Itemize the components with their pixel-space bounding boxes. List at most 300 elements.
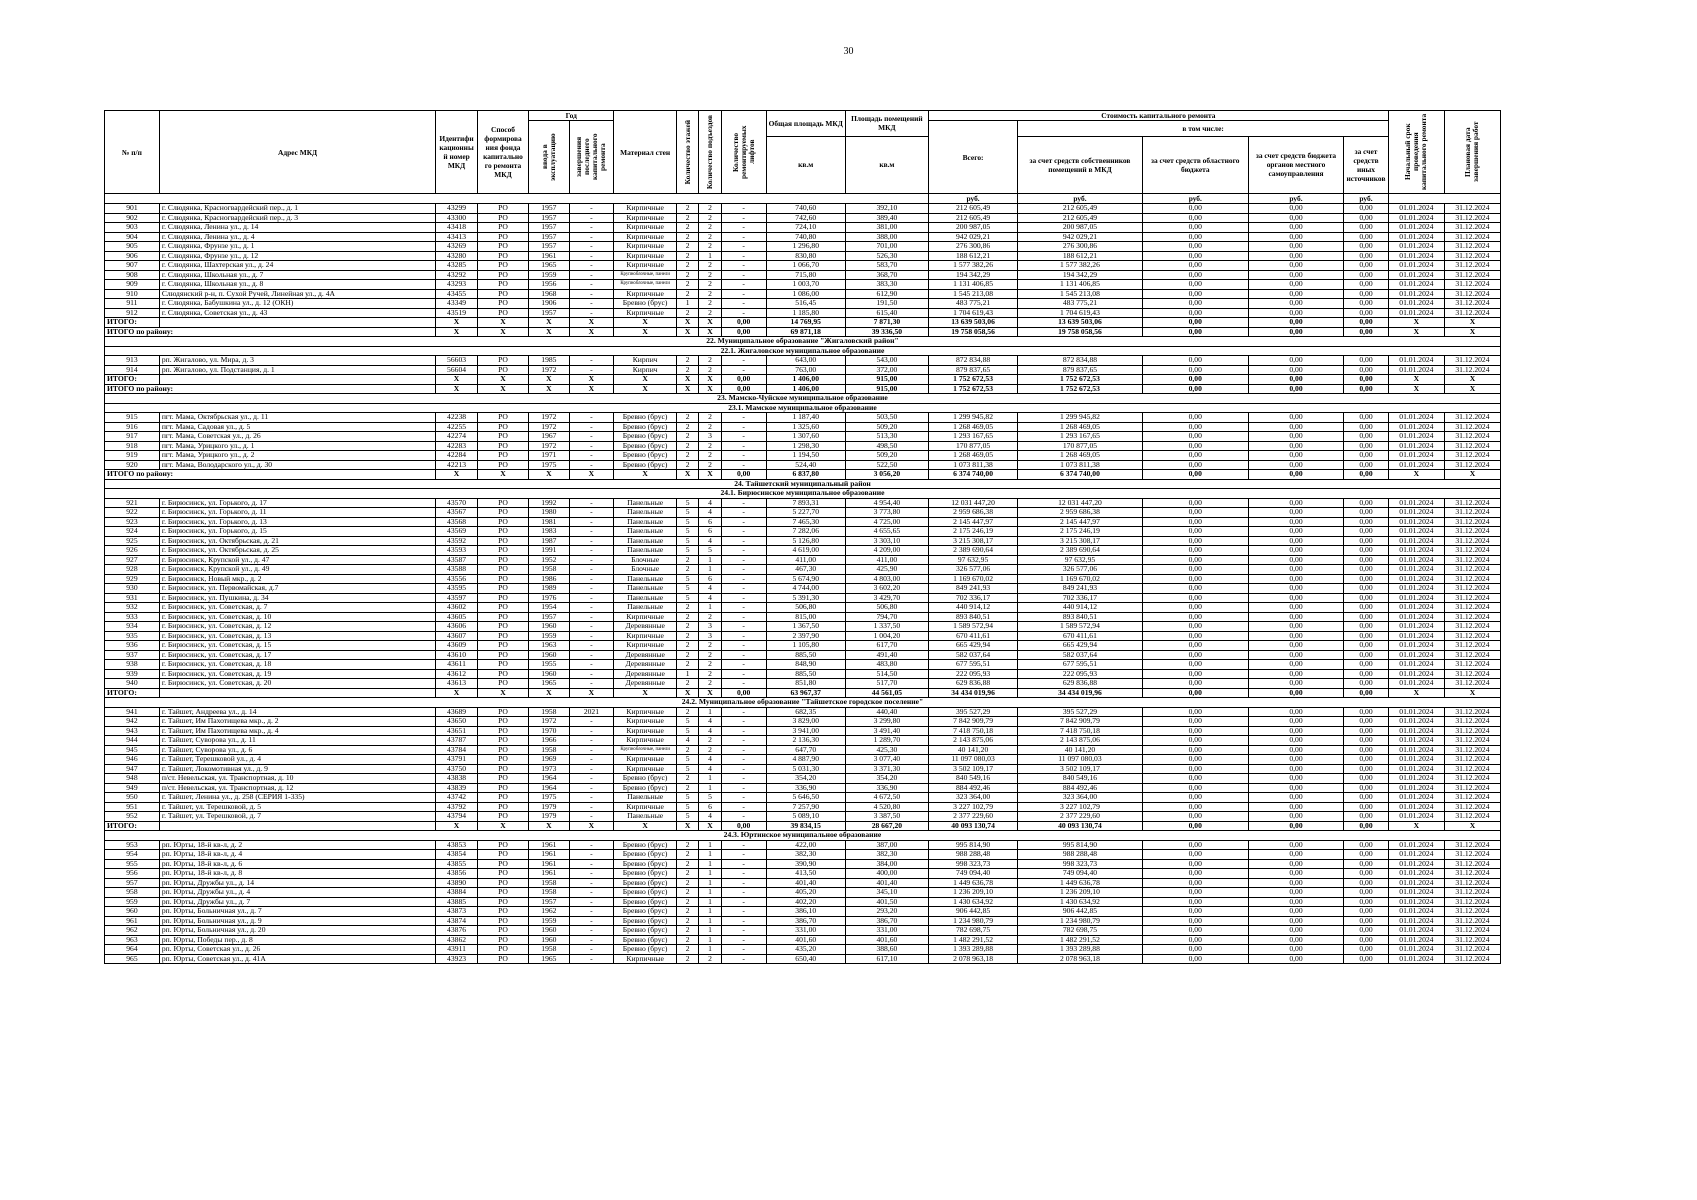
- cell-cost-regional: 0,00: [1142, 935, 1248, 945]
- cell-cost-total: 840 549,16: [928, 774, 1018, 784]
- col-header-cost-other: за счет средств иных источников: [1344, 136, 1389, 193]
- cell-cost-local: 0,00: [1248, 593, 1343, 603]
- cell-lifts: -: [721, 916, 766, 926]
- cell-year-commission: 1957: [529, 213, 569, 223]
- cell-ident: X: [436, 384, 477, 394]
- cell-cost-owners: 1 236 209,10: [1018, 888, 1142, 898]
- cell-num: 945: [105, 745, 160, 755]
- cell-cost-owners: 2 078 963,18: [1018, 954, 1142, 964]
- cell-num: 933: [105, 612, 160, 622]
- table-row: [105, 498, 1501, 508]
- cell-entrances: 2: [699, 745, 721, 755]
- cell-end-date: 31.12.2024: [1444, 204, 1500, 214]
- cell-entrances: 2: [699, 460, 721, 470]
- cell-end-date: 31.12.2024: [1444, 612, 1500, 622]
- cell-method: РО: [477, 251, 528, 261]
- cell-address: пгт. Мама, Володарского ул., д. 30: [159, 460, 436, 470]
- cell-entrances: 1: [699, 945, 721, 955]
- cell-lifts: -: [721, 793, 766, 803]
- table-row: [105, 517, 1501, 527]
- cell-cost-total: 749 094,40: [928, 869, 1018, 879]
- cell-address: рп. Жигалово, ул. Мира, д. 3: [159, 356, 436, 366]
- cell-material: X: [614, 318, 677, 328]
- cell-cost-other: 0,00: [1344, 631, 1389, 641]
- cell-start-date: X: [1388, 318, 1444, 328]
- cell-cost-local: 0,00: [1248, 916, 1343, 926]
- cell-start-date: 01.01.2024: [1388, 897, 1444, 907]
- section-heading-row: [105, 394, 1501, 404]
- cell-ident: 43792: [436, 802, 477, 812]
- cell-ident: 43597: [436, 593, 477, 603]
- cell-premises-area: 509,20: [845, 422, 928, 432]
- cell-entrances: 2: [699, 232, 721, 242]
- cell-num: 927: [105, 555, 160, 565]
- cell-floors: 2: [676, 432, 698, 442]
- cell-material: Панельные: [614, 812, 677, 822]
- cell-address: п/ст. Невельская, ул. Транспортная, д. 10: [159, 774, 436, 784]
- cell-premises-area: 401,60: [845, 935, 928, 945]
- cell-method: РО: [477, 755, 528, 765]
- cell-start-date: X: [1388, 821, 1444, 831]
- cell-total-area: 390,90: [766, 859, 845, 869]
- cell-cost-total: 906 442,85: [928, 907, 1018, 917]
- cell-lifts: -: [721, 603, 766, 613]
- cell-num: 921: [105, 498, 160, 508]
- cell-cost-local: 0,00: [1248, 432, 1343, 442]
- cell-floors: 2: [676, 650, 698, 660]
- cell-cost-owners: 323 364,00: [1018, 793, 1142, 803]
- cell-cost-total: 942 029,21: [928, 232, 1018, 242]
- cell-start-date: 01.01.2024: [1388, 413, 1444, 423]
- cell-material: Бревно (брус): [614, 413, 677, 423]
- cell-num: 915: [105, 413, 160, 423]
- cell-cost-local: 0,00: [1248, 527, 1343, 537]
- cell-total-area: 885,50: [766, 669, 845, 679]
- cell-cost-total: 19 758 058,56: [928, 327, 1018, 337]
- cell-lifts: -: [721, 755, 766, 765]
- cell-material: Кирпичные: [614, 707, 677, 717]
- table-row: [105, 593, 1501, 603]
- col-header-end-date: Плановая дата завершения работ: [1444, 111, 1500, 194]
- cell-material: Кирпич: [614, 356, 677, 366]
- cell-total-area: 1 105,80: [766, 641, 845, 651]
- cell-method: РО: [477, 869, 528, 879]
- cell-method: РО: [477, 413, 528, 423]
- cell-ident: 43602: [436, 603, 477, 613]
- cell-address: г. Бирюсинск, Новый мкр., д. 2: [159, 574, 436, 584]
- cell-num: 930: [105, 584, 160, 594]
- repair-plan-table-container: [104, 110, 1501, 964]
- cell-cost-owners: 1 577 382,26: [1018, 261, 1142, 271]
- cell-entrances: 2: [699, 242, 721, 252]
- cell-year-last-repair: -: [569, 679, 614, 689]
- cell-lifts: -: [721, 812, 766, 822]
- cell-total-area: 411,00: [766, 555, 845, 565]
- cell-cost-regional: 0,00: [1142, 261, 1248, 271]
- cell-cost-regional: 0,00: [1142, 375, 1248, 385]
- cell-ident: 56604: [436, 365, 477, 375]
- cell-method: РО: [477, 631, 528, 641]
- table-row: [105, 812, 1501, 822]
- cell-cost-owners: 995 814,90: [1018, 840, 1142, 850]
- cell-lifts: -: [721, 622, 766, 632]
- cell-start-date: 01.01.2024: [1388, 926, 1444, 936]
- cell-cost-other: 0,00: [1344, 736, 1389, 746]
- cell-address: рп. Юрты, 18-й кв-л, д. 6: [159, 859, 436, 869]
- cell-cost-owners: 1 169 670,02: [1018, 574, 1142, 584]
- cell-ident: 43588: [436, 565, 477, 575]
- cell-address: пгт. Мама, Урицкого ул., д. 2: [159, 451, 436, 461]
- cell-floors: 2: [676, 660, 698, 670]
- cell-ident: 43784: [436, 745, 477, 755]
- cell-total-area: 4 887,90: [766, 755, 845, 765]
- cell-cost-local: 0,00: [1248, 555, 1343, 565]
- section-heading: 24. Тайшетский муниципальный район: [105, 479, 1501, 489]
- cell-floors: 2: [676, 441, 698, 451]
- cell-address: г. Бирюсинск, ул. Советская, д. 10: [159, 612, 436, 622]
- cell-year-last-repair: -: [569, 546, 614, 556]
- cell-year-commission: 1956: [529, 280, 569, 290]
- cell-entrances: 6: [699, 574, 721, 584]
- cell-material: Панельные: [614, 603, 677, 613]
- cell-year-commission: 1961: [529, 869, 569, 879]
- cell-cost-total: 995 814,90: [928, 840, 1018, 850]
- cell-start-date: 01.01.2024: [1388, 916, 1444, 926]
- cell-address: г. Бирюсинск, ул. Первомайская, д.7: [159, 584, 436, 594]
- cell-entrances: 1: [699, 840, 721, 850]
- col-header-entrances: Количество подъездов: [699, 111, 721, 194]
- cell-num: 908: [105, 270, 160, 280]
- cell-method: РО: [477, 679, 528, 689]
- cell-cost-other: 0,00: [1344, 764, 1389, 774]
- cell-material: Кирпичные: [614, 612, 677, 622]
- cell-start-date: 01.01.2024: [1388, 774, 1444, 784]
- cell-floors: 2: [676, 365, 698, 375]
- cell-end-date: 31.12.2024: [1444, 441, 1500, 451]
- cell-ident: 43280: [436, 251, 477, 261]
- cell-cost-owners: 665 429,94: [1018, 641, 1142, 651]
- cell-floors: 5: [676, 812, 698, 822]
- col-header-cost-total: Всего:: [928, 121, 1018, 194]
- cell-address: г. Бирюсинск, ул. Советская, д. 12: [159, 622, 436, 632]
- cell-cost-local: 0,00: [1248, 631, 1343, 641]
- cell-year-last-repair: -: [569, 717, 614, 727]
- cell-entrances: 1: [699, 869, 721, 879]
- cell-cost-owners: 395 527,29: [1018, 707, 1142, 717]
- section-heading-row: [105, 346, 1501, 356]
- cell-year-last-repair: -: [569, 954, 614, 964]
- table-row: [105, 451, 1501, 461]
- cell-cost-total: 1 589 572,94: [928, 622, 1018, 632]
- cell-cost-other: 0,00: [1344, 270, 1389, 280]
- cell-cost-total: 440 914,12: [928, 603, 1018, 613]
- cell-cost-other: 0,00: [1344, 384, 1389, 394]
- cell-premises-area: 483,80: [845, 660, 928, 670]
- cell-year-commission: 1959: [529, 631, 569, 641]
- cell-cost-other: 0,00: [1344, 555, 1389, 565]
- cell-cost-total: 13 639 503,06: [928, 318, 1018, 328]
- cell-ident: 43839: [436, 783, 477, 793]
- cell-lifts: 0,00: [721, 384, 766, 394]
- cell-entrances: 6: [699, 517, 721, 527]
- district-total-row: [105, 327, 1501, 337]
- cell-start-date: X: [1388, 384, 1444, 394]
- cell-floors: 2: [676, 945, 698, 955]
- col-header-cost-local: за счет средств бюджета органов местного самоуправления: [1248, 136, 1343, 193]
- cell-cost-other: 0,00: [1344, 793, 1389, 803]
- cell-lifts: -: [721, 745, 766, 755]
- cell-end-date: 31.12.2024: [1444, 498, 1500, 508]
- cell-cost-owners: 1 545 213,08: [1018, 289, 1142, 299]
- cell-start-date: 01.01.2024: [1388, 869, 1444, 879]
- table-row: [105, 546, 1501, 556]
- cell-end-date: X: [1444, 327, 1500, 337]
- cell-year-commission: 1961: [529, 859, 569, 869]
- cell-year-last-repair: -: [569, 536, 614, 546]
- cell-address: г. Бирюсинск, ул. Горького, д. 13: [159, 517, 436, 527]
- cell-cost-regional: 0,00: [1142, 660, 1248, 670]
- table-row: [105, 641, 1501, 651]
- cell-floors: 2: [676, 916, 698, 926]
- cell-total-area: 1 406,00: [766, 375, 845, 385]
- cell-end-date: 31.12.2024: [1444, 546, 1500, 556]
- table-row: [105, 878, 1501, 888]
- cell-cost-other: 0,00: [1344, 821, 1389, 831]
- cell-address: рп. Юрты, Дружбы ул., д. 4: [159, 888, 436, 898]
- cell-cost-total: 2 959 686,38: [928, 508, 1018, 518]
- cell-cost-local: 0,00: [1248, 356, 1343, 366]
- table-row: [105, 935, 1501, 945]
- cell-year-last-repair: -: [569, 308, 614, 318]
- cell-end-date: X: [1444, 688, 1500, 698]
- cell-cost-regional: 0,00: [1142, 907, 1248, 917]
- cell-address: г. Бирюсинск, ул. Советская, д. 15: [159, 641, 436, 651]
- cell-material: Кирпичные: [614, 631, 677, 641]
- cell-cost-other: 0,00: [1344, 612, 1389, 622]
- cell-cost-local: 0,00: [1248, 204, 1343, 214]
- cell-total-area: 405,20: [766, 888, 845, 898]
- cell-total-area: 3 941,00: [766, 726, 845, 736]
- cell-cost-total: 97 632,95: [928, 555, 1018, 565]
- cell-material: Бревно (брус): [614, 897, 677, 907]
- cell-lifts: -: [721, 527, 766, 537]
- cell-cost-total: 483 775,21: [928, 299, 1018, 309]
- cell-year-last-repair: -: [569, 774, 614, 784]
- cell-num: 958: [105, 888, 160, 898]
- cell-entrances: 2: [699, 204, 721, 214]
- cell-ident: 43742: [436, 793, 477, 803]
- cell-address: г. Бирюсинск, ул. Советская, д. 20: [159, 679, 436, 689]
- cell-start-date: 01.01.2024: [1388, 764, 1444, 774]
- total-blank: [159, 688, 436, 698]
- cell-start-date: 01.01.2024: [1388, 289, 1444, 299]
- cell-floors: 2: [676, 289, 698, 299]
- cell-end-date: 31.12.2024: [1444, 289, 1500, 299]
- cell-cost-owners: 12 031 447,20: [1018, 498, 1142, 508]
- cell-cost-other: 0,00: [1344, 802, 1389, 812]
- cell-num: 928: [105, 565, 160, 575]
- cell-total-area: 715,80: [766, 270, 845, 280]
- cell-total-area: 1 185,80: [766, 308, 845, 318]
- cell-year-commission: 1961: [529, 840, 569, 850]
- cell-cost-other: 0,00: [1344, 878, 1389, 888]
- cell-year-commission: 1957: [529, 204, 569, 214]
- table-row: [105, 603, 1501, 613]
- cell-cost-total: 1 752 672,53: [928, 384, 1018, 394]
- cell-cost-other: 0,00: [1344, 470, 1389, 480]
- cell-cost-owners: 483 775,21: [1018, 299, 1142, 309]
- cell-cost-regional: 0,00: [1142, 802, 1248, 812]
- cell-lifts: -: [721, 764, 766, 774]
- cell-total-area: 2 136,30: [766, 736, 845, 746]
- cell-ident: 43569: [436, 527, 477, 537]
- cell-cost-local: 0,00: [1248, 508, 1343, 518]
- cell-year-commission: 1972: [529, 365, 569, 375]
- cell-premises-area: 1 289,70: [845, 736, 928, 746]
- cell-lifts: -: [721, 954, 766, 964]
- cell-start-date: 01.01.2024: [1388, 783, 1444, 793]
- col-header-total-area: Общая площадь МКД: [766, 111, 845, 137]
- cell-material: Кирпичные: [614, 261, 677, 271]
- cell-floors: 2: [676, 213, 698, 223]
- cell-year-last-repair: -: [569, 745, 614, 755]
- cell-lifts: -: [721, 517, 766, 527]
- cell-cost-other: 0,00: [1344, 232, 1389, 242]
- cell-cost-owners: 1 449 636,78: [1018, 878, 1142, 888]
- cell-cost-local: 0,00: [1248, 574, 1343, 584]
- cell-total-area: 1 296,80: [766, 242, 845, 252]
- cell-floors: 5: [676, 802, 698, 812]
- cell-method: РО: [477, 793, 528, 803]
- cell-year-last-repair: -: [569, 527, 614, 537]
- cell-material: X: [614, 384, 677, 394]
- cell-ident: 43791: [436, 755, 477, 765]
- cell-cost-other: 0,00: [1344, 460, 1389, 470]
- cell-premises-area: 387,00: [845, 840, 928, 850]
- cell-start-date: X: [1388, 688, 1444, 698]
- cell-premises-area: 400,00: [845, 869, 928, 879]
- cell-entrances: 2: [699, 422, 721, 432]
- cell-entrances: 4: [699, 536, 721, 546]
- cell-ident: 43300: [436, 213, 477, 223]
- cell-material: Панельные: [614, 593, 677, 603]
- cell-material: Деревянные: [614, 650, 677, 660]
- cell-cost-local: 0,00: [1248, 859, 1343, 869]
- cell-year-last-repair: X: [569, 688, 614, 698]
- cell-address: г. Тайшет, Ленина ул., д. 258 (СЕРИЯ 1-335): [159, 793, 436, 803]
- cell-entrances: X: [699, 470, 721, 480]
- table-row: [105, 802, 1501, 812]
- cell-address: г. Тайшет, Им Пахотищева мкр., д. 4: [159, 726, 436, 736]
- cell-lifts: -: [721, 280, 766, 290]
- cell-start-date: 01.01.2024: [1388, 451, 1444, 461]
- cell-cost-other: 0,00: [1344, 517, 1389, 527]
- cell-cost-local: 0,00: [1248, 213, 1343, 223]
- cell-ident: 43884: [436, 888, 477, 898]
- cell-year-commission: 1965: [529, 679, 569, 689]
- cell-year-commission: 1970: [529, 726, 569, 736]
- cell-start-date: X: [1388, 375, 1444, 385]
- cell-entrances: 1: [699, 907, 721, 917]
- cell-cost-total: 2 143 875,06: [928, 736, 1018, 746]
- cell-cost-regional: 0,00: [1142, 793, 1248, 803]
- cell-method: РО: [477, 308, 528, 318]
- cell-lifts: -: [721, 498, 766, 508]
- cell-cost-other: 0,00: [1344, 508, 1389, 518]
- cell-floors: 2: [676, 204, 698, 214]
- cell-method: РО: [477, 622, 528, 632]
- cell-cost-other: 0,00: [1344, 660, 1389, 670]
- total-blank: [159, 318, 436, 328]
- cell-cost-regional: 0,00: [1142, 441, 1248, 451]
- cell-total-area: 413,50: [766, 869, 845, 879]
- cell-ident: 43593: [436, 546, 477, 556]
- cell-cost-other: 0,00: [1344, 213, 1389, 223]
- cell-address: пгт. Мама, Октябрьская ул., д. 11: [159, 413, 436, 423]
- col-header-num: № п/п: [105, 111, 160, 194]
- section-heading-row: [105, 489, 1501, 499]
- table-row: [105, 869, 1501, 879]
- cell-floors: 2: [676, 261, 698, 271]
- cell-cost-local: 0,00: [1248, 603, 1343, 613]
- cell-ident: 43854: [436, 850, 477, 860]
- cell-num: 932: [105, 603, 160, 613]
- cell-method: РО: [477, 774, 528, 784]
- cell-cost-owners: 2 959 686,38: [1018, 508, 1142, 518]
- unit-total-area: кв.м: [766, 136, 845, 193]
- cell-end-date: 31.12.2024: [1444, 793, 1500, 803]
- cell-cost-owners: 1 268 469,05: [1018, 451, 1142, 461]
- cell-cost-regional: 0,00: [1142, 888, 1248, 898]
- cell-year-last-repair: -: [569, 555, 614, 565]
- cell-entrances: 2: [699, 650, 721, 660]
- cell-cost-regional: 0,00: [1142, 565, 1248, 575]
- cell-material: X: [614, 821, 677, 831]
- cell-cost-owners: 702 336,17: [1018, 593, 1142, 603]
- cell-end-date: 31.12.2024: [1444, 422, 1500, 432]
- cell-floors: X: [676, 375, 698, 385]
- table-row: [105, 660, 1501, 670]
- cell-premises-area: 293,20: [845, 907, 928, 917]
- cell-cost-owners: 1 073 811,38: [1018, 460, 1142, 470]
- cell-premises-area: 39 336,50: [845, 327, 928, 337]
- cell-lifts: -: [721, 717, 766, 727]
- cell-end-date: 31.12.2024: [1444, 593, 1500, 603]
- cell-entrances: 1: [699, 888, 721, 898]
- cell-floors: 2: [676, 422, 698, 432]
- cell-year-last-repair: -: [569, 897, 614, 907]
- cell-total-area: 435,20: [766, 945, 845, 955]
- cell-start-date: 01.01.2024: [1388, 213, 1444, 223]
- cell-ident: 43911: [436, 945, 477, 955]
- cell-start-date: 01.01.2024: [1388, 669, 1444, 679]
- cell-entrances: 1: [699, 251, 721, 261]
- table-row: [105, 213, 1501, 223]
- cell-cost-other: 0,00: [1344, 745, 1389, 755]
- cell-cost-regional: 0,00: [1142, 954, 1248, 964]
- cell-cost-regional: 0,00: [1142, 308, 1248, 318]
- col-header-start-date: Начальный срок проведения капитального ремонта: [1388, 111, 1444, 194]
- cell-lifts: -: [721, 261, 766, 271]
- cell-end-date: X: [1444, 375, 1500, 385]
- cell-floors: X: [676, 318, 698, 328]
- cell-cost-other: 0,00: [1344, 783, 1389, 793]
- cell-cost-local: 0,00: [1248, 736, 1343, 746]
- cell-start-date: 01.01.2024: [1388, 422, 1444, 432]
- cell-start-date: 01.01.2024: [1388, 584, 1444, 594]
- cell-num: 918: [105, 441, 160, 451]
- cell-year-last-repair: -: [569, 432, 614, 442]
